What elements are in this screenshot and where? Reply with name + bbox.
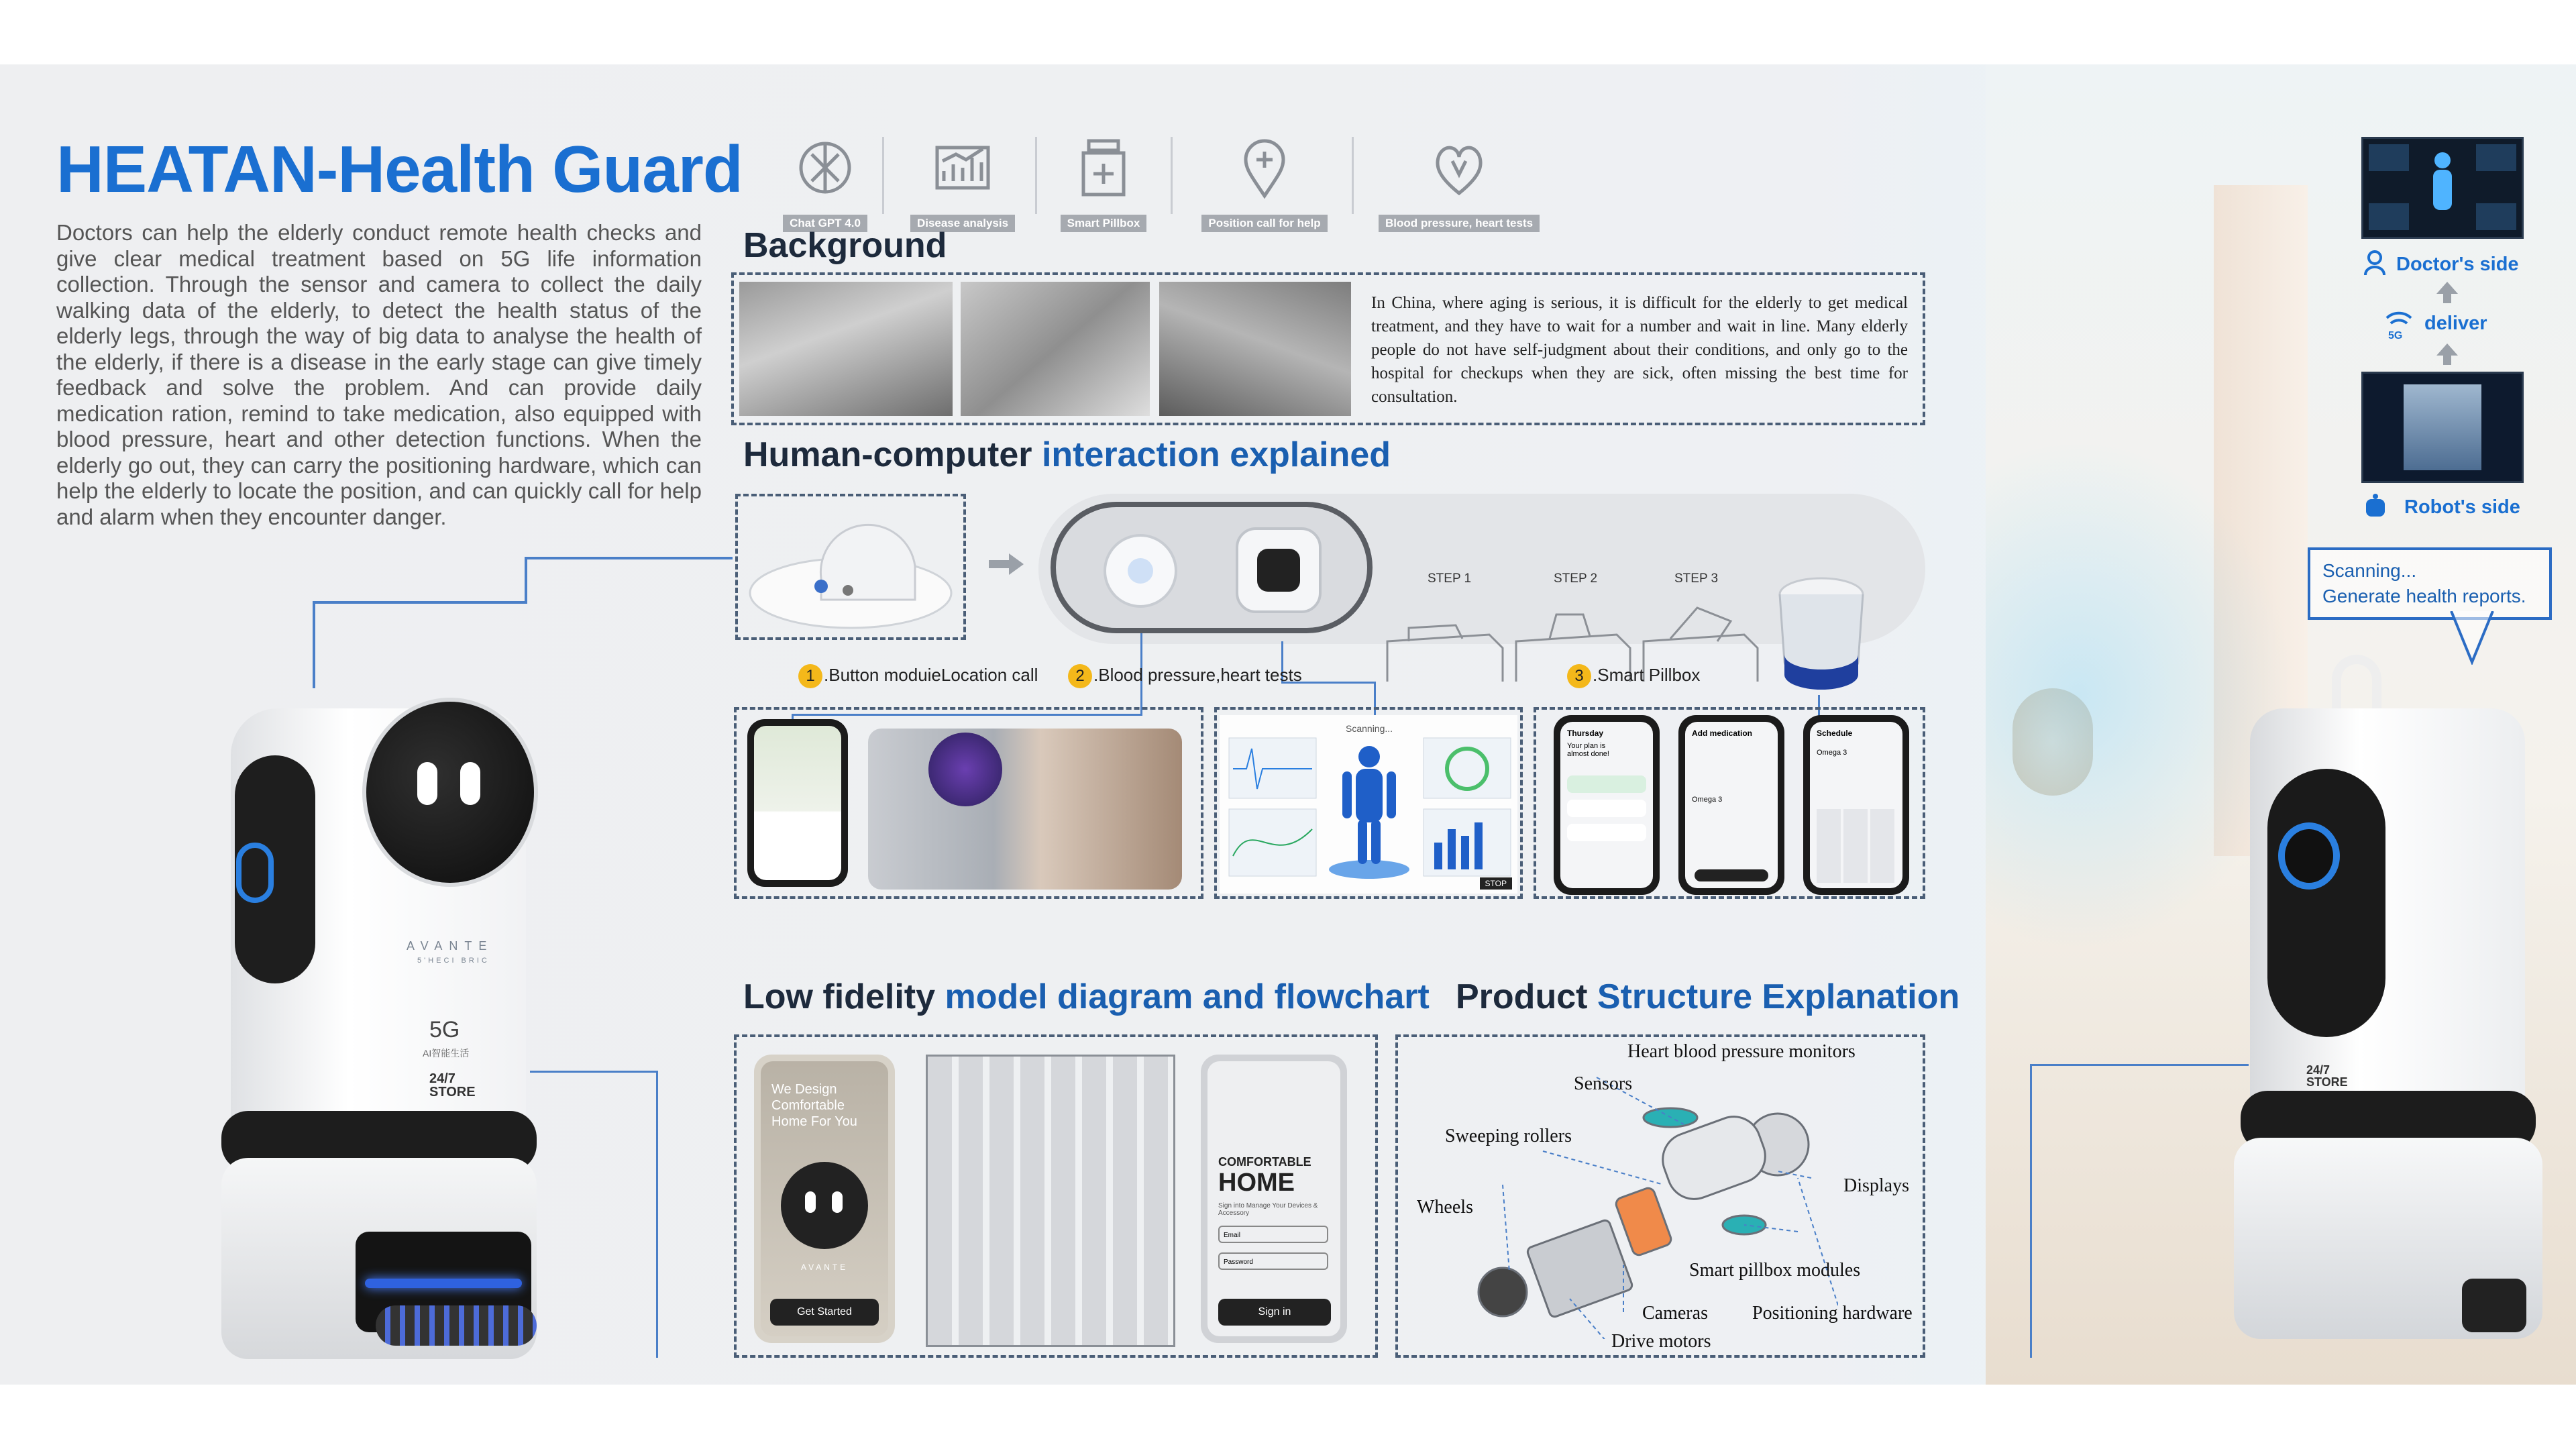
tag-b: STORE (429, 1085, 476, 1099)
lowfi-heading-b: model diagram and flowchart (945, 977, 1430, 1016)
hci-heading-b: interaction explained (1041, 435, 1391, 474)
connector (530, 1071, 657, 1073)
flowchart-wireframes (926, 1055, 1175, 1347)
feature-position (1184, 131, 1345, 279)
screen-line: Omega 3 (1817, 749, 1847, 757)
connector (2030, 1064, 2249, 1066)
pillbox-phone-3 (1803, 715, 1909, 895)
robot-icon (2363, 492, 2388, 519)
welcome-text: We Design Comfortable Home For You (771, 1082, 857, 1129)
lowfi-phone-welcome (754, 1055, 895, 1343)
screen-line: Omega 3 (1692, 796, 1723, 804)
signin-title-a: COMFORTABLE (1218, 1155, 1311, 1169)
robot-sub: 5'HECI BRIC (417, 957, 490, 965)
hci-heading (743, 435, 1391, 475)
robot-brand: AVANTE (407, 939, 494, 953)
right-robot-panel (2267, 769, 2385, 1037)
signin-title-b: HOME (1218, 1169, 1295, 1197)
robot-top-render (741, 499, 961, 635)
feature-label: Smart Pillbox (1061, 215, 1147, 232)
connector (2030, 1064, 2032, 1358)
part-heart-bp: Heart blood pressure monitors (1627, 1041, 1856, 1062)
tag-a: 24/7 (2306, 1063, 2330, 1077)
exploded-view (1462, 1071, 1838, 1339)
brand-text: AVANTE (801, 1263, 849, 1272)
locator-photo (868, 729, 1182, 890)
elderly-care-photo (961, 282, 1150, 416)
pillbox-render (1771, 574, 1872, 695)
lowfi-heading-a: Low fidelity (743, 977, 935, 1016)
arrow-up-icon (2434, 279, 2461, 306)
map-phone (747, 719, 848, 887)
openai-icon (792, 134, 859, 201)
plan-screen (1560, 722, 1653, 888)
screen-title: Add medication (1692, 729, 1753, 738)
label-text: .Button moduieLocation call (824, 665, 1038, 685)
connector (313, 601, 527, 604)
arrow-up-icon (2434, 341, 2461, 368)
feature-label: Chat GPT 4.0 (783, 215, 867, 232)
password-field[interactable]: Password (1218, 1252, 1328, 1270)
page-title: HEATAN-Health Guard (56, 132, 743, 206)
tag-a: 24/7 (429, 1071, 455, 1086)
heart-icon (1426, 134, 1493, 201)
screen-line: Your plan is almost done! (1567, 742, 1609, 758)
robot-side-label: Robot's side (2404, 496, 2520, 518)
intro-paragraph: Doctors can help the elderly conduct remote health checks and give clear medical treatment based on 5G life information collection. Through the sensor and camera to collect the daily walking data of the elderly, to detect the health status of the elderly legs, through the way of big data to analyse the health of the elderly, if there is a disease in the early stage can give timely feedback and solve the problem. And can provide daily medication ration, remind to take medication, also equipped with blood pressure, heart and other detection functions. When the elderly go out, they can carry the positioning hardware, which can help the elderly to locate the position, and can quickly call for help and alarm when they encounter danger. (56, 220, 702, 529)
part-smart-pillbox: Smart pillbox modules (1689, 1260, 1861, 1281)
background-heading: Background (743, 226, 947, 265)
plan-card[interactable] (1567, 775, 1646, 793)
tag-b: STORE (2306, 1075, 2348, 1089)
scan-status: Scanning... (1346, 723, 1393, 734)
step-3-label: STEP 3 (1674, 572, 1719, 586)
hospital-queue-photo (739, 282, 953, 416)
bubble-tail (2449, 611, 2496, 665)
robot-eye (460, 762, 480, 805)
robot-screen (2361, 372, 2524, 483)
feature-label: Disease analysis (910, 215, 1015, 232)
background-text: In China, where aging is serious, it is difficult for the elderly to get medical treatment, and they have to wait for a number and wait in line. Many elderly people do not have self-judgment about their conditions, and only go to the hospital for checkups when they are sick, often missing the best time for consultation. (1371, 294, 1908, 406)
label-5g: 5G (2388, 330, 2403, 341)
divider (1352, 137, 1354, 214)
feature-pillbox (1046, 131, 1161, 279)
sign-in-button[interactable]: Sign in (1218, 1299, 1331, 1326)
part-cameras: Cameras (1642, 1303, 1708, 1324)
doctor-icon (2363, 250, 2387, 276)
next-button[interactable] (1695, 869, 1768, 881)
keypad[interactable] (1817, 809, 1896, 883)
number-badge: 2 (1068, 664, 1092, 688)
pillbox-icon (1070, 134, 1137, 201)
label-text: .Smart Pillbox (1593, 665, 1701, 685)
welcome-screen (761, 1061, 888, 1336)
lowfi-heading (743, 977, 1430, 1017)
robot-side-panel (235, 755, 315, 983)
doctor-side-label: Doctor's side (2396, 254, 2519, 275)
right-robot-sensor (2462, 1279, 2526, 1332)
signin-sub: Sign into Manage Your Devices & Accessory (1218, 1202, 1318, 1217)
add-medication-screen (1685, 722, 1778, 888)
connector (656, 1071, 658, 1358)
robot-face-icon (781, 1162, 868, 1249)
scan-screen (1220, 715, 1517, 894)
hci-label-2 (1068, 664, 1302, 688)
step-2-label: STEP 2 (1554, 572, 1598, 586)
doctor-screen (2361, 137, 2524, 239)
robot-5g-label: 5G (429, 1017, 460, 1042)
screen-title: Schedule (1817, 729, 1853, 738)
connector (525, 557, 527, 601)
deliver-label: deliver (2424, 313, 2487, 334)
structure-heading-b: Structure Explanation (1597, 977, 1960, 1016)
plan-card[interactable] (1567, 824, 1646, 841)
divider (1171, 137, 1173, 214)
number-badge: 1 (798, 664, 822, 688)
blue-light-strip (365, 1279, 522, 1288)
radar-icon (928, 733, 1002, 806)
label-text: .Blood pressure,heart tests (1093, 665, 1302, 685)
sensor-lens-icon (1257, 549, 1300, 592)
number-badge: 3 (1567, 664, 1591, 688)
screen-title: Thursday (1567, 729, 1604, 738)
signin-screen (1208, 1061, 1340, 1336)
doctor-dashboard-icon (2363, 139, 2522, 237)
bubble-line-1: Scanning... (2322, 560, 2417, 581)
part-sensors: Sensors (1574, 1073, 1633, 1094)
bubble-line-2: Generate health reports. (2322, 586, 2526, 606)
blue-ring-icon (236, 843, 274, 903)
robot-eye (417, 762, 437, 805)
hci-heading-a: Human-computer (743, 435, 1032, 474)
sensor-button[interactable] (1236, 527, 1322, 613)
step-1-label: STEP 1 (1428, 572, 1472, 586)
status-bubble (2308, 547, 2552, 620)
structure-heading-a: Product (1456, 977, 1588, 1016)
divider (882, 137, 884, 214)
feature-label: Position call for help (1201, 215, 1327, 232)
location-pin-icon (1231, 134, 1298, 201)
elderly-man-photo (1159, 282, 1351, 416)
part-sweeping-rollers: Sweeping rollers (1445, 1126, 1572, 1146)
body-scan-icon (1326, 742, 1413, 883)
stop-button[interactable]: STOP (1480, 877, 1512, 890)
connector (525, 557, 733, 559)
hci-label-3 (1567, 664, 1700, 688)
get-started-button[interactable]: Get Started (770, 1299, 879, 1326)
robot-face (362, 698, 538, 887)
lowfi-phone-signin (1201, 1055, 1347, 1343)
robot-tag (429, 1072, 476, 1099)
arrow-right-icon (986, 551, 1026, 578)
button-module-frame (1051, 502, 1373, 633)
part-wheels: Wheels (1417, 1197, 1473, 1218)
schedule-screen (1810, 722, 1902, 888)
hci-label-1 (798, 664, 1038, 688)
sweeping-roller (376, 1305, 537, 1346)
button-dot-icon (1128, 558, 1153, 584)
plan-card[interactable] (1567, 800, 1646, 817)
chart-icon (929, 134, 996, 201)
pillbox-phone-1 (1554, 715, 1660, 895)
part-positioning: Positioning hardware (1752, 1303, 1913, 1324)
feature-heart (1368, 131, 1550, 279)
email-field[interactable]: Email (1218, 1226, 1328, 1243)
blue-ring-icon (2278, 822, 2340, 890)
pillbox-phone-2 (1678, 715, 1784, 895)
robot-5g-sub: AI智能生活 (423, 1048, 470, 1059)
part-drive-motors: Drive motors (1611, 1331, 1711, 1352)
divider (1035, 137, 1037, 214)
patient-view (2404, 384, 2481, 470)
vitals-left-chart (1226, 735, 1320, 883)
map-screen (754, 726, 841, 880)
right-robot-tag (2306, 1064, 2348, 1088)
connector (313, 601, 315, 688)
feature-label: Blood pressure, heart tests (1379, 215, 1540, 232)
vitals-right-chart (1421, 735, 1515, 883)
part-displays: Displays (1843, 1175, 1909, 1196)
scan-glow (1986, 440, 2294, 950)
location-call-button[interactable] (1104, 534, 1177, 608)
structure-heading (1456, 977, 1960, 1017)
poster-board (0, 64, 2576, 1385)
robot-handle (2332, 655, 2381, 715)
